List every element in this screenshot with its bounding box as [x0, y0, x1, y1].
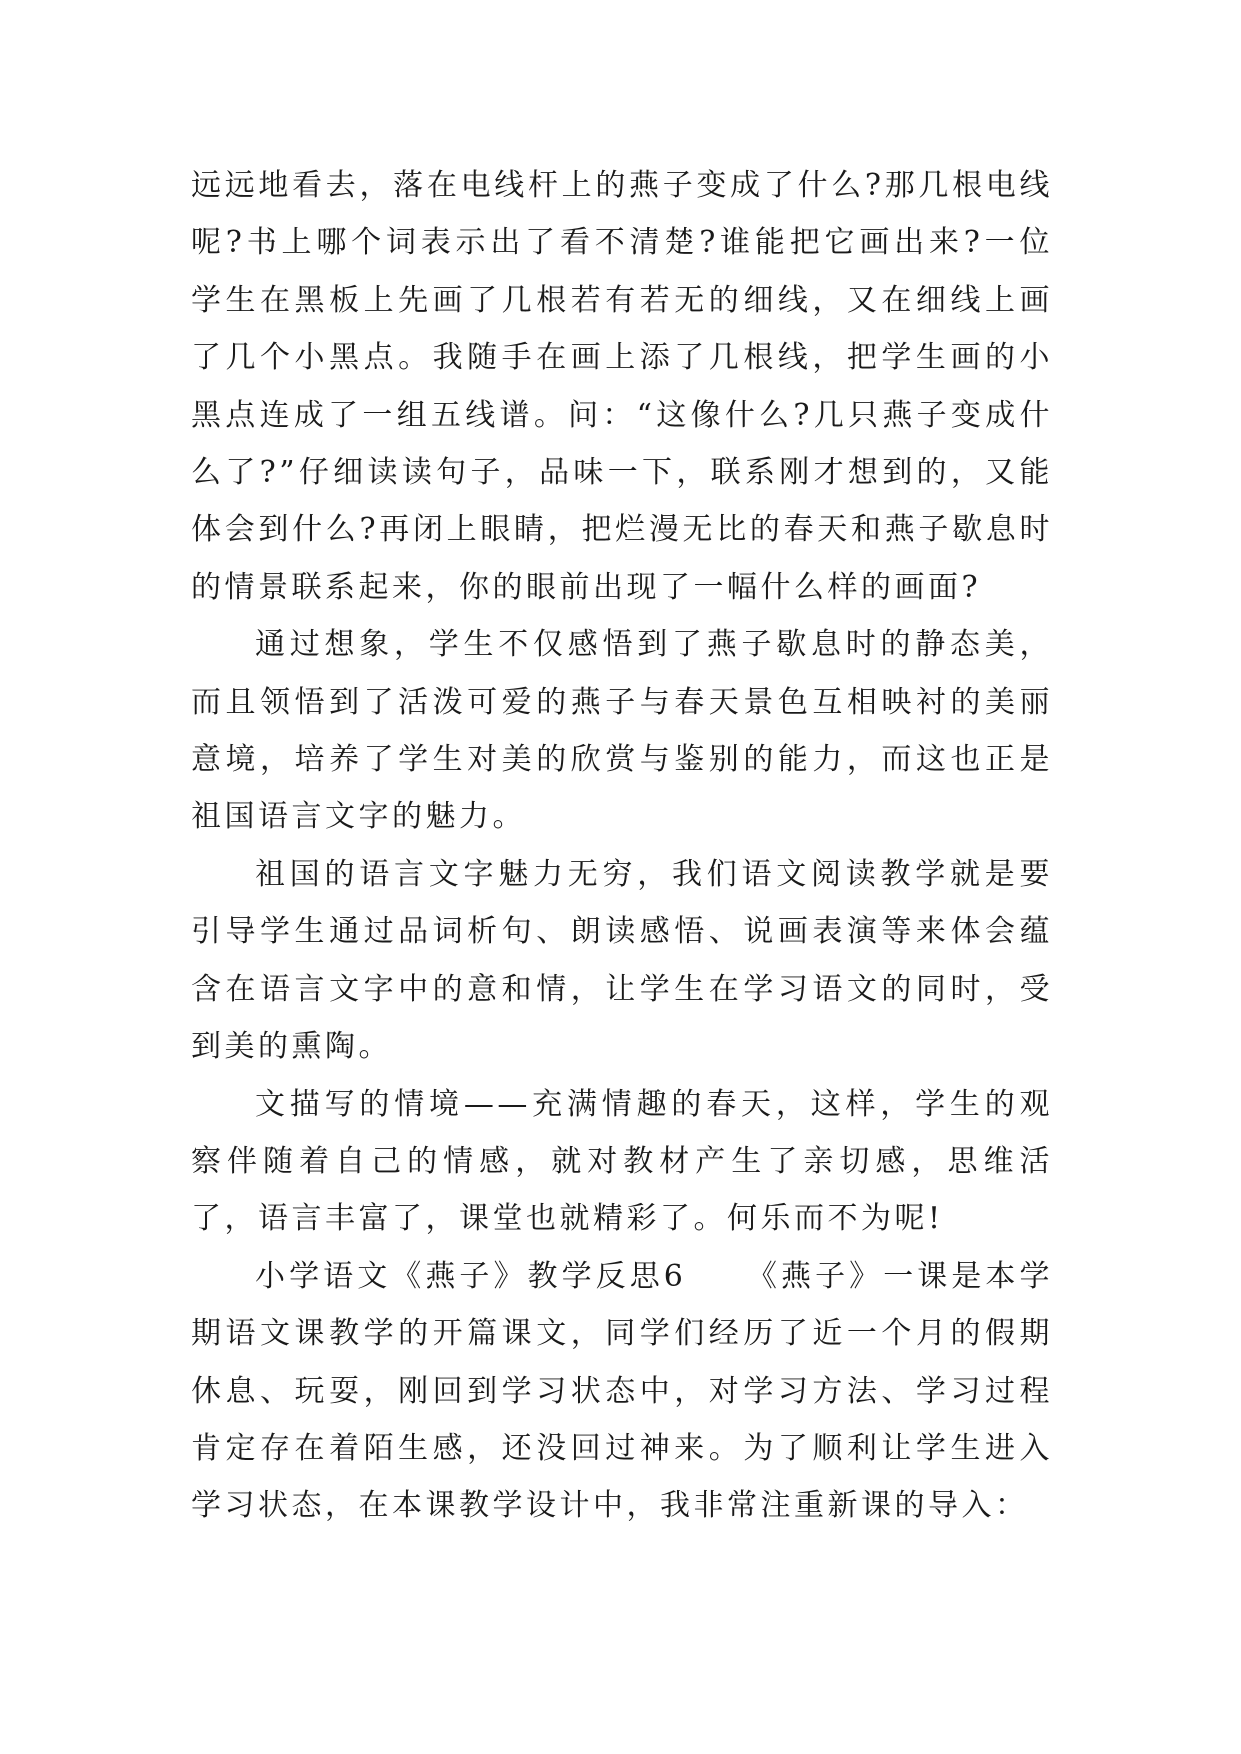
paragraph-1 [191, 157, 1053, 616]
paragraph-2-text: 通过想象，学生不仅感悟到了燕子歇息时的静态美，而且领悟到了活泼可爱的燕子与春天景色互相映衬的美丽意境，培养了学生对美的欣赏与鉴别的能力，而这也正是祖国语言文字的魅力。 [191, 627, 1053, 835]
paragraph-4 [191, 1076, 1053, 1248]
paragraph-1-text: 远远地看去，落在电线杆上的燕子变成了什么?那几根电线呢?书上哪个词表示出了看不清楚?谁能把它画出来?一位学生在黑板上先画了几根若有若无的细线，又在细线上画了几个小黑点。我随手在画上添了几根线，把学生画的小黑点连成了一组五线谱。问：“这像什么?几只燕子变成什么了?”仔细读读句子，品味一下，联系刚才想到的，又能体会到什么?再闭上眼睛，把烂漫无比的春天和燕子歇息时的情景联系起来，你的眼前出现了一幅什么样的画面? [191, 168, 1053, 605]
paragraph-3-text: 祖国的语言文字魅力无穷，我们语文阅读教学就是要引导学生通过品词析句、朗读感悟、说画表演等来体会蕴含在语言文字中的意和情，让学生在学习语文的同时，受到美的熏陶。 [191, 856, 1053, 1065]
paragraph-4-text: 文描写的情境——充满情趣的春天，这样，学生的观察伴随着自己的情感，就对教材产生了亲切感，思维活了，语言丰富了，课堂也就精彩了。何乐而不为呢! [191, 1086, 1053, 1237]
document-body [191, 157, 1053, 1535]
paragraph-2 [191, 616, 1053, 846]
paragraph-5 [191, 1248, 1053, 1535]
paragraph-3 [191, 846, 1053, 1076]
paragraph-5-text: 《燕子》一课是本学期语文课教学的开篇课文，同学们经历了近一个月的假期休息、玩耍，刚回到学习状态中，对学习方法、学习过程肯定存在着陌生感，还没回过神来。为了顺利让学生进入学习状态，在本课教学设计中，我非常注重新课的导入： [191, 1258, 1053, 1524]
section-heading: 小学语文《燕子》教学反思6 [255, 1258, 687, 1294]
